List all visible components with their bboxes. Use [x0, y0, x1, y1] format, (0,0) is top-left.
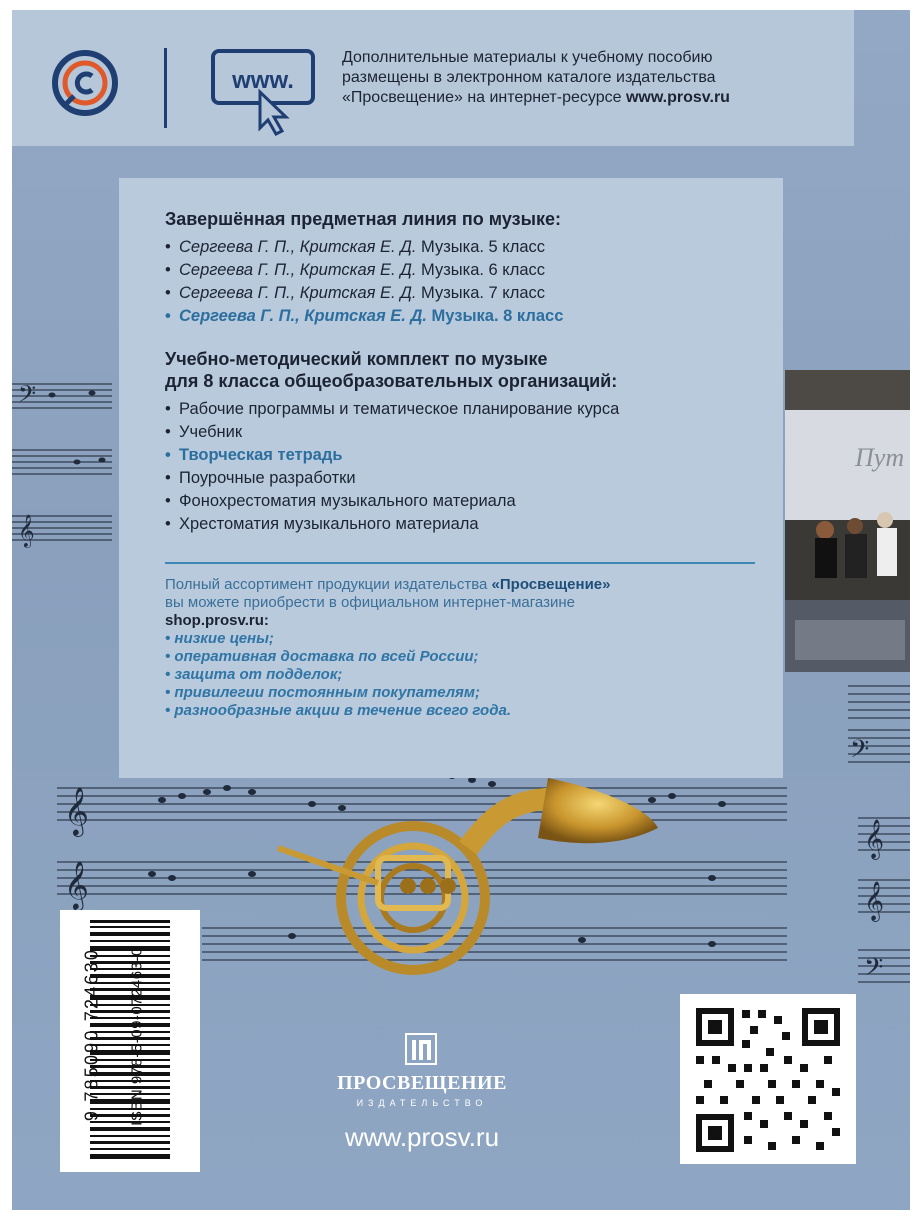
prosv-url-link[interactable]: www.prosv.ru	[625, 89, 730, 106]
french-horn-illustration	[268, 768, 668, 988]
publisher-logo-icon	[404, 1032, 438, 1066]
treble-clef-icon: 𝄞	[864, 881, 885, 921]
publisher-name: ПРОСВЕЩЕНИЕ	[337, 1072, 507, 1094]
qr-code[interactable]	[680, 994, 856, 1164]
series-list	[165, 208, 563, 328]
kit-heading-line: для 8 класса общеобразовательных организаций:	[165, 371, 618, 391]
shop-text: вы можете приобрести в официальном интернет-магазине	[165, 594, 575, 611]
shop-bullet-text: привилегии постоянным покупателям;	[174, 684, 480, 701]
staff-left-2	[12, 450, 112, 474]
book-back-cover	[12, 10, 910, 1210]
bass-clef-icon: 𝄢	[18, 380, 37, 413]
treble-clef-icon: 𝄞	[64, 786, 89, 835]
top-info-text	[342, 48, 822, 108]
kit-item-current: • Творческая тетрадь	[165, 444, 619, 467]
vertical-divider	[164, 48, 167, 128]
series-heading: Завершённая предметная линия по музыке:	[165, 209, 561, 229]
series-item-author: Сергеева Г. П., Критская Е. Д.	[179, 284, 417, 302]
digital-materials-logo-icon	[50, 48, 120, 118]
series-item	[165, 282, 563, 305]
bass-clef-icon: 𝄢	[864, 953, 884, 988]
kit-item: • Поурочные разработки	[165, 467, 619, 490]
kit-list	[165, 348, 619, 536]
shop-info	[165, 576, 765, 720]
top-info-line: «Просвещение» на интернет-ресурсе	[342, 89, 626, 106]
series-item-author: Сергеева Г. П., Критская Е. Д.	[179, 238, 417, 256]
series-item-current	[165, 305, 563, 328]
kit-item: • Фонохрестоматия музыкального материала	[165, 490, 619, 513]
orchestra-photo	[785, 370, 910, 672]
shop-url-link[interactable]: shop.prosv.ru	[165, 612, 264, 629]
www-cursor-icon	[210, 48, 320, 138]
barcode-panel	[60, 910, 200, 1172]
shop-bullet-text: разнообразные акции в течение всего года.	[174, 702, 511, 719]
shop-text: Полный ассортимент продукции издательства	[165, 576, 492, 593]
top-info-line: размещены в электронном каталоге издательства	[342, 69, 716, 86]
kit-heading-line: Учебно-методический комплект по музыке	[165, 349, 548, 369]
shop-bullet: • защита от подделок;	[165, 666, 343, 683]
barcode-digits: 9 785090 724630	[81, 947, 102, 1122]
shop-brand: «Просвещение»	[491, 576, 611, 593]
top-info-band	[12, 10, 854, 146]
shop-bullet: • привилегии постоянным покупателям;	[165, 684, 480, 701]
shop-bullet-text: оперативная доставка по всей России;	[174, 648, 479, 665]
series-item-title: Музыка. 6 класс	[421, 261, 546, 279]
shop-bullet-text: низкие цены;	[174, 630, 274, 647]
info-panel	[119, 178, 783, 778]
series-item-author: Сергеева Г. П., Критская Е. Д.	[179, 261, 417, 279]
qr-code-icon	[680, 994, 856, 1164]
treble-clef-icon: 𝄞	[18, 514, 35, 547]
series-item	[165, 236, 563, 259]
treble-clef-icon: 𝄞	[864, 819, 885, 859]
shop-bullet-text: защита от подделок;	[174, 666, 343, 683]
series-item-title: Музыка. 5 класс	[421, 238, 546, 256]
bass-clef-icon: 𝄢	[850, 735, 870, 770]
isbn-number: ISBN 978-5-09-072463-0	[128, 947, 146, 1126]
staff-right-1	[848, 686, 910, 718]
treble-clef-icon: 𝄞	[64, 860, 89, 909]
publisher-subtitle: ИЗДАТЕЛЬСТВО	[356, 1098, 488, 1108]
shop-bullet: • оперативная доставка по всей России;	[165, 648, 479, 665]
svg-text:Пут: Пут	[855, 443, 905, 472]
shop-bullet: • разнообразные акции в течение всего года.	[165, 702, 511, 719]
series-item	[165, 259, 563, 282]
shop-url-suffix: :	[263, 612, 269, 629]
series-item-author: Сергеева Г. П., Критская Е. Д.	[179, 307, 427, 325]
kit-item: • Хрестоматия музыкального материала	[165, 513, 619, 536]
top-info-line: Дополнительные материалы к учебному пособию	[342, 49, 713, 66]
www-label: www.	[232, 67, 294, 94]
shop-bullet: • низкие цены;	[165, 630, 274, 647]
publisher-url-link[interactable]: www.prosv.ru	[344, 1122, 500, 1152]
series-item-title: Музыка. 8 класс	[431, 307, 564, 325]
series-item-title: Музыка. 7 класс	[421, 284, 546, 302]
kit-item: • Рабочие программы и тематическое планирование курса	[165, 398, 619, 421]
panel-divider	[165, 562, 755, 564]
kit-item: • Учебник	[165, 421, 619, 444]
